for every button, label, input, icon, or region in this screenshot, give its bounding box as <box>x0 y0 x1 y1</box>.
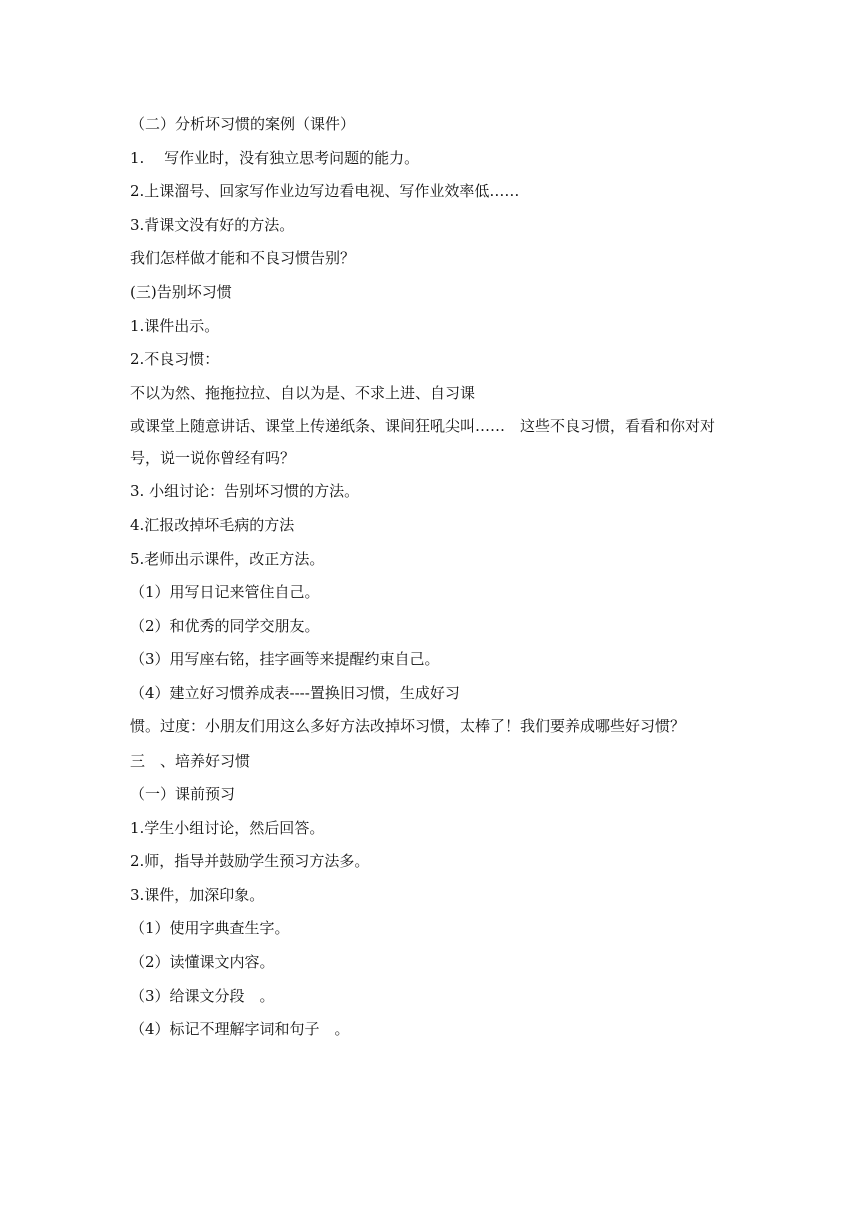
list-item: 3.背课文没有好的方法。 <box>130 215 295 234</box>
paragraph: 不以为然、拖拖拉拉、自以为是、不求上进、自习课 <box>130 383 476 402</box>
sub-list-item: （4）标记不理解字词和句子 。 <box>130 1020 350 1039</box>
sub-list-item: （2）读懂课文内容。 <box>130 953 275 972</box>
list-item: 1. 写作业时，没有独立思考问题的能力。 <box>130 148 420 167</box>
sub-list-item: （3）给课文分段 。 <box>130 986 275 1005</box>
list-item: 4.汇报改掉坏毛病的方法 <box>130 515 295 534</box>
list-item: 3. 小组讨论：告别坏习惯的方法。 <box>130 482 360 501</box>
paragraph: 我们怎样做才能和不良习惯告别？ <box>130 249 356 268</box>
list-item: 2.上课溜号、回家写作业边写边看电视、写作业效率低…… <box>130 182 520 201</box>
subsection-heading-preview: （一）课前预习 <box>130 785 236 804</box>
sub-list-item: （4）建立好习惯养成表----置换旧习惯，生成好习 <box>130 683 460 702</box>
section-heading-cultivate: 三 、培养好习惯 <box>130 751 251 770</box>
paragraph: 或课堂上随意讲话、课堂上传递纸条、课间狂吼尖叫…… 这些不良习惯，看看和你对对号，说一说你曾经有吗？ <box>130 417 716 468</box>
list-item: 3.课件，加深印象。 <box>130 885 265 904</box>
sub-list-item: （2）和优秀的同学交朋友。 <box>130 616 320 635</box>
list-item: 5.老师出示课件，改正方法。 <box>130 549 325 568</box>
list-item: 1.课件出示。 <box>130 316 220 335</box>
document-body <box>130 108 735 1047</box>
list-item: 1.学生小组讨论，然后回答。 <box>130 818 325 837</box>
paragraph: 惯。过度：小朋友们用这么多好方法改掉坏习惯，太棒了！我们要养成哪些好习惯？ <box>130 716 686 735</box>
sub-list-item: （1）用写日记来管住自己。 <box>130 583 320 602</box>
list-item: 2.不良习惯： <box>130 350 220 369</box>
section-heading-analyze: （二）分析坏习惯的案例（课件） <box>130 115 356 133</box>
sub-list-item: （3）用写座右铭，挂字画等来提醒约束自己。 <box>130 650 440 669</box>
list-item: 2.师，指导并鼓励学生预习方法多。 <box>130 852 370 871</box>
sub-list-item: （1）使用字典查生字。 <box>130 919 290 938</box>
section-heading-farewell: (三)告别坏习惯 <box>130 282 232 301</box>
